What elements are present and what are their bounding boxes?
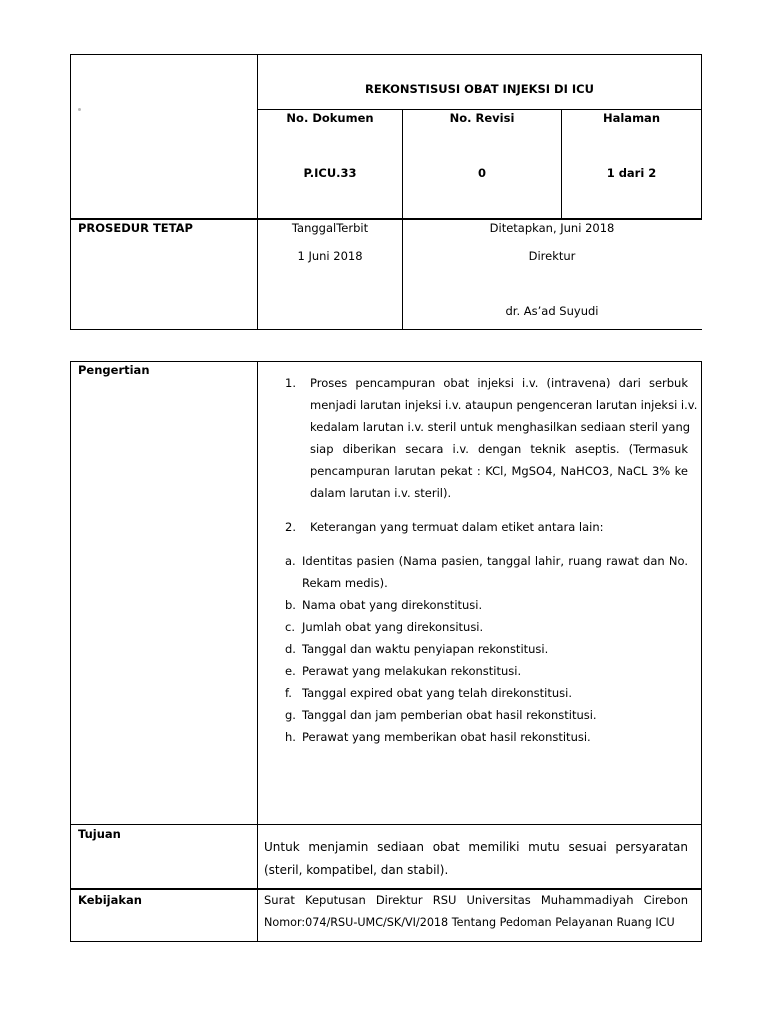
kebijakan-line: Nomor:074/RSU-UMC/SK/VI/2018 Tentang Pedoman Pelayanan Ruang ICU [264, 916, 675, 929]
signatory-name: dr. As’ad Suyudi [505, 304, 599, 318]
item1-line: kedalam larutan i.v. steril untuk menghasilkan sediaan steril yang [310, 420, 691, 434]
item2-text: Keterangan yang termuat dalam etiket antara lain: [310, 520, 604, 534]
sub-item-text: Tanggal dan waktu penyiapan rekonstitusi. [302, 642, 549, 656]
no-revisi-value: 0 [477, 166, 486, 180]
sub-item-text: Jumlah obat yang direkonsitusi. [302, 620, 484, 634]
sub-item-letter: e. [285, 664, 296, 678]
tujuan-line: Untuk menjamin sediaan obat memiliki mutu sesuai persyaratan [264, 840, 688, 854]
item1-line: siap diberikan secara i.v. dengan teknik aseptis. (Termasuk [310, 442, 688, 456]
sub-item-text: Identitas pasien (Nama pasien, tanggal lahir, ruang rawat dan No. [302, 554, 688, 568]
no-revisi-label: No. Revisi [449, 111, 515, 125]
sub-item-letter: f. [285, 686, 292, 700]
sub-item-text: Nama obat yang direkonstitusi. [302, 598, 483, 612]
tanggal-terbit-label: TanggalTerbit [291, 221, 369, 235]
prosedur-tetap-label: PROSEDUR TETAP [78, 221, 193, 235]
sub-item-letter: c. [285, 620, 295, 634]
sub-item-letter: a. [285, 554, 296, 568]
item1-line: Proses pencampuran obat injeksi i.v. (intravena) dari serbuk [310, 376, 688, 390]
kebijakan-line: Surat Keputusan Direktur RSU Universitas Muhammadiyah Cirebon [264, 893, 688, 907]
direktur-title: Direktur [528, 249, 576, 263]
halaman-label: Halaman [602, 111, 661, 125]
sub-item-text: Tanggal expired obat yang telah direkonstitusi. [302, 686, 573, 700]
pengertian-label: Pengertian [78, 363, 150, 377]
item1-line: menjadi larutan injeksi i.v. ataupun pengenceran larutan injeksi i.v. [310, 398, 698, 412]
sub-item-letter: g. [285, 708, 296, 722]
tujuan-line: (steril, kompatibel, dan stabil). [264, 863, 449, 877]
ditetapkan-text: Ditetapkan, Juni 2018 [489, 221, 615, 235]
tujuan-label: Tujuan [78, 827, 121, 841]
item1-line: dalam larutan i.v. steril). [310, 486, 452, 500]
sub-item-text: Perawat yang melakukan rekonstitusi. [302, 664, 522, 678]
item2-number: 2. [285, 520, 296, 534]
sub-item-letter: d. [285, 642, 296, 656]
sub-item-text: Perawat yang memberikan obat hasil rekonstitusi. [302, 730, 591, 744]
tanggal-terbit-value: 1 Juni 2018 [297, 249, 363, 263]
sub-item-letter: b. [285, 598, 296, 612]
item1-line: pencampuran larutan pekat : KCl, MgSO4, NaHCO3, NaCL 3% ke [310, 464, 688, 478]
item1-number: 1. [285, 376, 296, 390]
logo-placeholder-dot [78, 108, 81, 111]
kebijakan-label: Kebijakan [78, 893, 142, 907]
document-title: REKONSTISUSI OBAT INJEKSI DI ICU [365, 82, 594, 96]
sub-item-letter: h. [285, 730, 296, 744]
no-dokumen-label: No. Dokumen [286, 111, 374, 125]
no-dokumen-value: P.ICU.33 [303, 166, 357, 180]
halaman-value: 1 dari 2 [606, 166, 657, 180]
sub-item-text: Rekam medis). [302, 576, 388, 590]
sub-item-text: Tanggal dan jam pemberian obat hasil rekonstitusi. [302, 708, 597, 722]
